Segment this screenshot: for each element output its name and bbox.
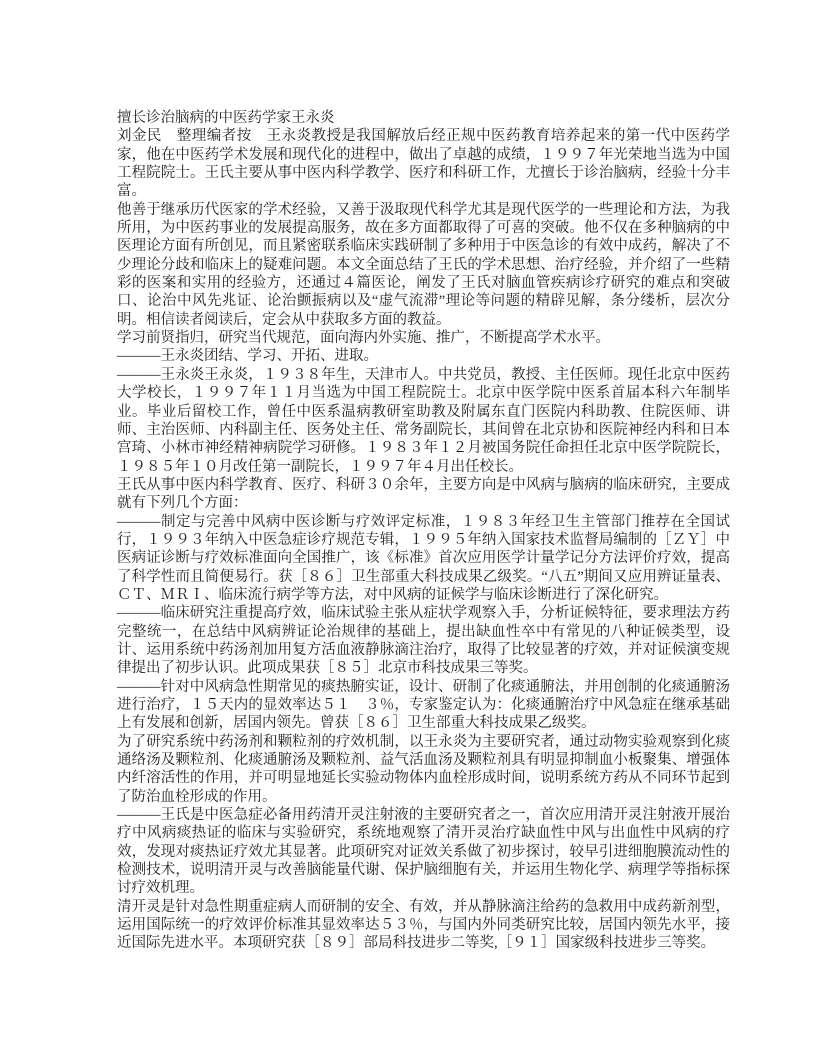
paragraph-achievement-2: ———临床研究注重提高疗效，临床试验主张从症状学观察入手，分析证候特征，要求理法方药完整统一，在总结中风病辨证论治规律的基础上，提出缺血性卒中有常见的八种证候类型，设计、运用系统中药汤剂加用复方活血液静脉滴注治疗，取得了比较显著的疗效，并对证候演变规律提出了初步认识。此项成果获［８５］北京市科技成果三等奖。 <box>117 605 730 677</box>
paragraph-achievement-4: ———王氏是中医急症必备用药清开灵注射液的主要研究者之一，首次应用清开灵注射液开展治疗中风病痰热证的临床与实验研究，系统地观察了清开灵治疗缺血性中风与出血性中风病的疗效，发现对痰热证疗效尤其显著。此项研究对证效关系做了初步探讨，较早引进细胞膜流动性的检测技术，说明清开灵与改善脑能量代谢、保护脑细胞有关，并运用生物化学、病理学等指标探讨疗效机理。 <box>117 807 730 897</box>
document-page <box>117 109 730 953</box>
paragraph-achievement-1: ———制定与完善中风病中医诊断与疗效评定标准，１９８３年经卫生主管部门推荐在全国试行，１９９３年纳入中医急症诊疗规范专辑，１９９５年纳入国家技术监督局编制的［ＺＹ］中医病证诊断与疗效标准面向全国推广，该《标准》首次应用医学计量学记分方法评价疗效，提高了科学性而且简便易行。获［８６］卫生部重大科技成果乙级奖。“八五”期间又应用辨证量表、ＣＴ、ＭＲＩ、临床流行病学等方法，对中风病的证候学与临床诊断进行了深化研究。 <box>117 513 730 603</box>
document-title: 擅长诊治脑病的中医药学家王永炎 <box>117 110 335 126</box>
paragraph: 为了研究系统中药汤剂和颗粒剂的疗效机制，以王永炎为主要研究者，通过动物实验观察到化痰通络汤及颗粒剂、化痰通腑汤及颗粒剂、益气活血汤及颗粒剂具有明显抑制血小板聚集、增强体内纤溶活性的作用，并可明显地延长实验动物体内血栓形成时间，说明系统方药从不同环节起到了防治血栓形成的作用。 <box>117 733 730 805</box>
paragraph-biography: ———王永炎王永炎，１９３８年生，天津市人。中共党员，教授、主任医师。现任北京中医药大学校长，１９９７年１１月当选为中国工程院院士。北京中医学院中医系首届本科六年制毕业。毕业后留校工作，曾任中医系温病教研室助教及附属东直门医院内科助教、住院医师、讲师、主治医师、内科副主任、医务处主任、常务副院长，其间曾在北京协和医院神经内科和日本宫琦、小林市神经精神病院学习研修。１９８３年１２月被国务院任命担任北京中医学院院长，１９８５年１０月改任第一副院长，１９９７年４月出任校长。 <box>117 366 730 475</box>
paragraph: ———王永炎团结、学习、开拓、进取。 <box>117 348 378 365</box>
paragraph: 学习前贤指归，研究当代规范，面向海内外实施、推广，不断提高学术水平。 <box>117 330 610 347</box>
paragraph: 他善于继承历代医家的学术经验，又善于汲取现代科学尤其是现代医学的一些理论和方法，为我所用，为中医药事业的发展提高服务，故在多方面都取得了可喜的突破。他不仅在多种脑病的中医理论方面有所创见，而且紧密联系临床实践研制了多种用于中医急诊的有效中成药，解决了不少理论分歧和临床上的疑难问题。本文全面总结了王氏的学术思想、治疗经验，并介绍了一些精彩的医案和实用的经验方，还通过４篇医论，阐发了王氏对脑血管疾病诊疗研究的难点和突破口、论治中风先兆证、论治颤振病以及“虚气流滞”理论等问题的精辟见解，条分缕析，层次分明。相信读者阅读后，定会从中获取多方面的教益。 <box>117 201 730 328</box>
paragraph: 王氏从事中医内科学教育、医疗、科研３０余年，主要方向是中风病与脑病的临床研究，主要成就有下列几个方面： <box>117 476 730 512</box>
paragraph-achievement-3: ———针对中风病急性期常见的痰热腑实证，设计、研制了化痰通腑法，并用创制的化痰通腑汤进行治疗，１５天内的显效率达５１ ３％，专家鉴定认为：化痰通腑治疗中风急症在继承基础上有发展和创新，居国内领先。曾获［８６］卫生部重大科技成果乙级奖。 <box>117 678 730 732</box>
paragraph: 清开灵是针对急性期重症病人而研制的安全、有效，并从静脉滴注给药的急救用中成药新剂型，运用国际统一的疗效评价标准其显效率达５３％，与国内外同类研究比较，居国内领先水平，接近国际先进水平。本项研究获［８９］部局科技进步二等奖,［９１］国家级科技进步三等奖。 <box>117 898 730 952</box>
paragraph-editor-note: 刘金民 整理编者按 王永炎教授是我国解放后经正规中医药教育培养起来的第一代中医药学家，他在中医药学术发展和现代化的进程中，做出了卓越的成绩，１９９７年光荣地当选为中国工程院院士。王氏主要从事中医内科学教学、医疗和科研工作，尤擅长于诊治脑病，经验十分丰富。 <box>117 128 730 200</box>
